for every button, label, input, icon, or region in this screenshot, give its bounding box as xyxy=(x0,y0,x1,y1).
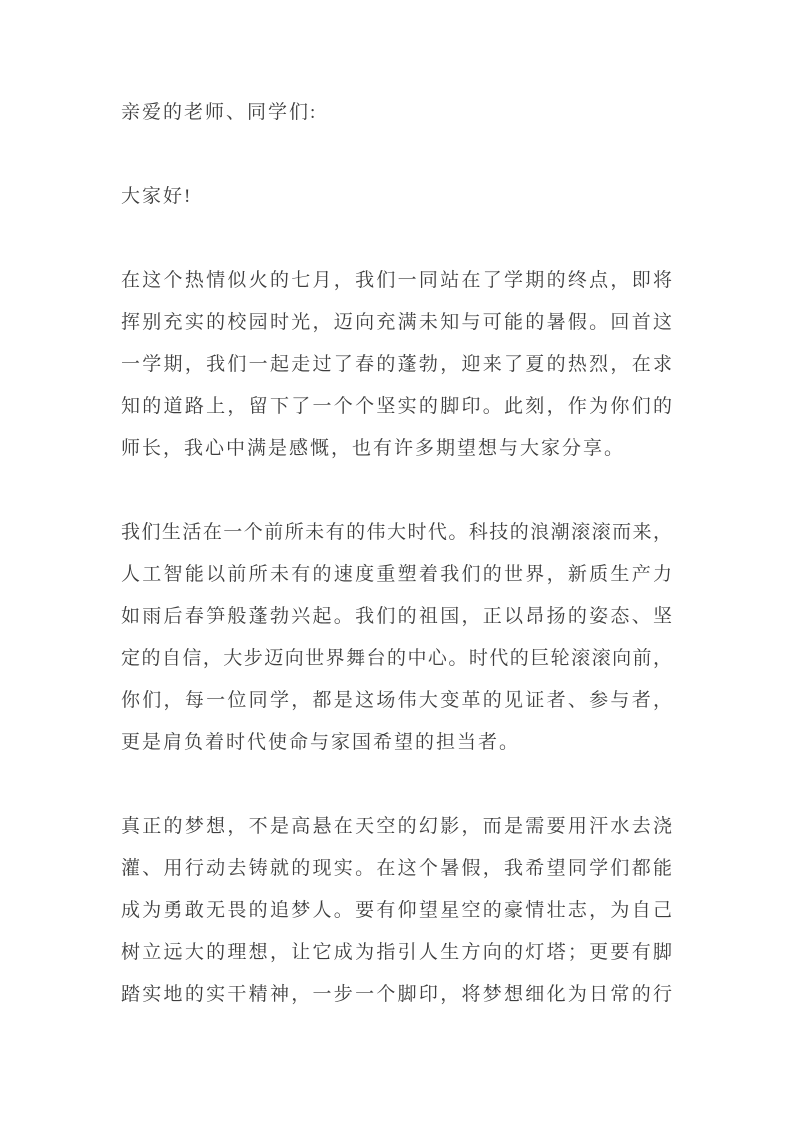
text-line: 树立远大的理想，让它成为指引人生方向的灯塔；更要有脚 xyxy=(121,942,672,963)
paragraph-1 xyxy=(121,260,672,470)
text-line: 更是肩负着时代使命与家国希望的担当者。 xyxy=(121,732,521,753)
text-line: 在这个热情似火的七月，我们一同站在了学期的终点，即将 xyxy=(121,270,672,291)
greeting-block xyxy=(121,176,672,218)
text-line: 我们生活在一个前所未有的伟大时代。科技的浪潮滚滚而来， xyxy=(121,522,672,543)
text-line: 知的道路上，留下了一个个坚实的脚印。此刻，作为你们的 xyxy=(121,396,672,417)
text-line: 师长，我心中满是感慨，也有许多期望想与大家分享。 xyxy=(121,438,626,459)
paragraph-3 xyxy=(121,806,672,1016)
paragraph-2 xyxy=(121,512,672,764)
text-line: 成为勇敢无畏的追梦人。要有仰望星空的豪情壮志，为自己 xyxy=(121,900,672,921)
text-line: 人工智能以前所未有的速度重塑着我们的世界，新质生产力 xyxy=(121,564,672,585)
text-line: 灌、用行动去铸就的现实。在这个暑假，我希望同学们都能 xyxy=(121,858,672,879)
text-line: 踏实地的实干精神，一步一个脚印，将梦想细化为日常的行 xyxy=(121,984,672,1005)
text-line: 定的自信，大步迈向世界舞台的中心。时代的巨轮滚滚向前， xyxy=(121,648,672,669)
salutation-block xyxy=(121,92,672,134)
text-line: 如雨后春笋般蓬勃兴起。我们的祖国，正以昂扬的姿态、坚 xyxy=(121,606,672,627)
text-line: 真正的梦想，不是高悬在天空的幻影，而是需要用汗水去浇 xyxy=(121,816,672,837)
text-line: 你们，每一位同学，都是这场伟大变革的见证者、参与者， xyxy=(121,690,672,711)
text-line: 一学期，我们一起走过了春的蓬勃，迎来了夏的热烈，在求 xyxy=(121,354,672,375)
greeting-line: 大家好! xyxy=(121,186,193,207)
salutation-line: 亲爱的老师、同学们: xyxy=(121,102,318,123)
text-line: 挥别充实的校园时光，迈向充满未知与可能的暑假。回首这 xyxy=(121,312,672,333)
